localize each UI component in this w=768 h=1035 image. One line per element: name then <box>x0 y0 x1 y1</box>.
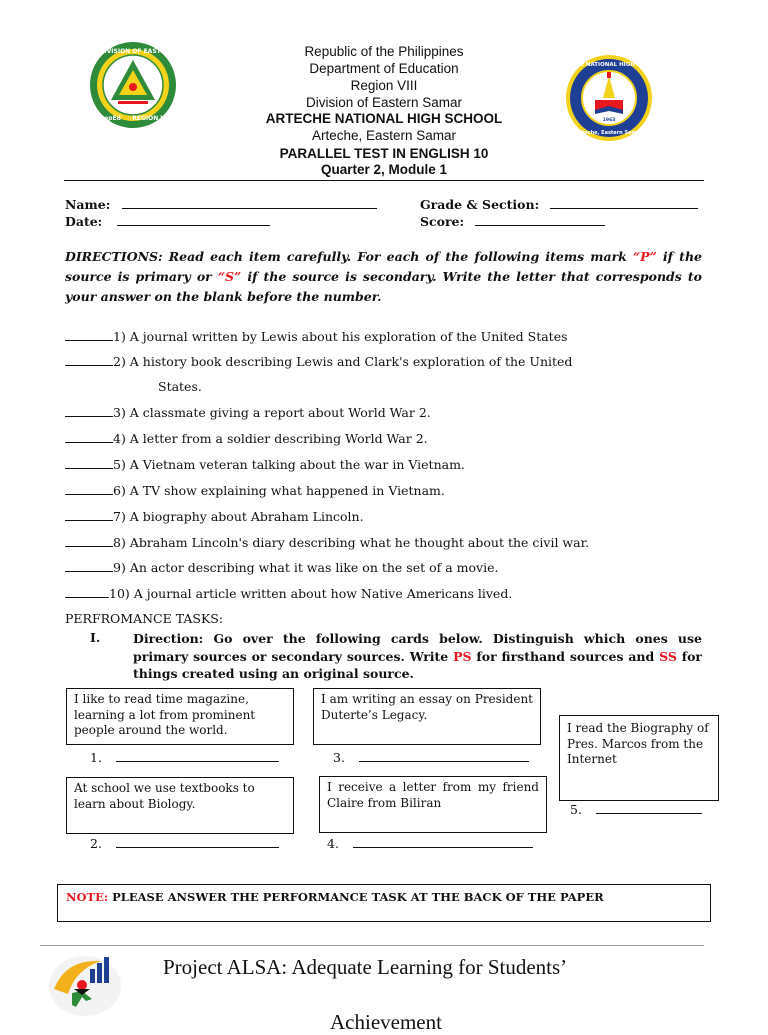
card-answer-number: 4. <box>327 836 339 851</box>
header-test-title: PARALLEL TEST IN ENGLISH 10 <box>279 146 489 161</box>
school-logo-ring-text: ARTECHE NATIONAL HIGH SCHOOL <box>555 62 663 68</box>
footer-divider <box>40 945 704 946</box>
answer-blank[interactable] <box>65 586 109 598</box>
note-text: PLEASE ANSWER THE PERFORMANCE TASK AT THE BACK OF THE PAPER <box>108 890 604 904</box>
item-text: 8) Abraham Lincoln's diary describing what he thought about the civil war. <box>113 535 590 550</box>
grade-section-blank[interactable] <box>550 197 698 209</box>
test-item <box>65 559 498 576</box>
card-answer[interactable] <box>327 836 533 851</box>
test-item <box>65 430 428 447</box>
directions-part2: if the source is primary or <box>65 249 702 284</box>
item-2-continuation: States. <box>158 379 202 394</box>
test-item <box>65 508 364 525</box>
card-answer-number: 1. <box>90 750 102 765</box>
answer-blank[interactable] <box>65 509 113 521</box>
date-blank[interactable] <box>117 214 270 226</box>
name-label: Name: <box>65 197 111 212</box>
score-label: Score: <box>420 214 465 229</box>
ss-mark: SS <box>659 648 677 664</box>
card-answer[interactable] <box>333 750 529 765</box>
item-text: 7) A biography about Abraham Lincoln. <box>113 509 364 524</box>
source-card: I receive a letter from my friend Claire from Biliran <box>319 776 547 833</box>
grade-section-field[interactable] <box>420 197 698 212</box>
source-card: I am writing an essay on President Duterte’s Legacy. <box>313 688 541 745</box>
item-text: 1) A journal written by Lewis about his exploration of the United States <box>113 329 568 344</box>
card-answer[interactable] <box>90 836 279 851</box>
school-logo-year: 1963 <box>602 118 616 123</box>
performance-tasks-title: PERFROMANCE TASKS: <box>65 611 224 626</box>
performance-direction-part1: Direction: Go over the following cards below. Distinguish which ones use primary sources or secondary sources. Write <box>133 631 702 664</box>
card-answer-blank[interactable] <box>116 836 279 848</box>
performance-direction-part2: for firsthand sources and <box>471 648 660 664</box>
header-department: Department of Education <box>309 61 459 76</box>
score-field[interactable] <box>420 214 605 229</box>
score-blank[interactable] <box>475 214 605 226</box>
test-item <box>65 585 512 602</box>
source-card: At school we use textbooks to learn about Biology. <box>66 777 294 834</box>
footer-cut-text: Achievement <box>330 1010 442 1034</box>
header-region: Region VIII <box>350 78 418 93</box>
item-text: 4) A letter from a soldier describing World War 2. <box>113 431 428 446</box>
directions-s-mark: “S” <box>217 269 242 284</box>
test-item <box>65 456 465 473</box>
source-card: I read the Biography of Pres. Marcos from the Internet <box>559 715 719 801</box>
answer-blank[interactable] <box>65 431 113 443</box>
item-text: 5) A Vietnam veteran talking about the war in Vietnam. <box>113 457 465 472</box>
card-answer-blank[interactable] <box>596 802 702 814</box>
division-logo-deped: DepEd <box>99 115 121 122</box>
card-answer-blank[interactable] <box>353 836 533 848</box>
item-text: 6) A TV show explaining what happened in Vietnam. <box>113 483 445 498</box>
answer-blank[interactable] <box>65 483 113 495</box>
performance-roman-numeral: I. <box>90 630 101 645</box>
test-item <box>65 404 431 421</box>
item-text: 3) A classmate giving a report about World War 2. <box>113 405 431 420</box>
footer-project-title: Project ALSA: Adequate Learning for Students’ <box>163 955 568 979</box>
answer-blank[interactable] <box>65 329 113 341</box>
test-item <box>65 482 445 499</box>
note-label: NOTE: <box>66 890 109 904</box>
answer-blank[interactable] <box>65 457 113 469</box>
date-label: Date: <box>65 214 103 229</box>
directions-p-mark: “P” <box>632 249 657 264</box>
test-item <box>65 328 568 345</box>
card-answer-blank[interactable] <box>116 750 279 762</box>
header-quarter: Quarter 2, Module 1 <box>320 162 448 177</box>
division-logo-region: REGION VIII <box>132 115 172 122</box>
performance-direction <box>133 630 702 683</box>
directions-part3: if the source is secondary. Write the letter that corresponds to your answer on the blank before the number. <box>65 269 702 304</box>
name-field[interactable] <box>65 197 377 212</box>
grade-section-label: Grade & Section: <box>420 197 540 212</box>
card-answer[interactable] <box>570 802 702 817</box>
item-text: 9) An actor describing what it was like on the set of a movie. <box>113 560 499 575</box>
answer-blank[interactable] <box>65 535 113 547</box>
item-text: 10) A journal article written about how Native Americans lived. <box>109 586 513 601</box>
answer-blank[interactable] <box>65 405 113 417</box>
school-logo-bottom-text: Arteche, Eastern Samar <box>575 130 643 136</box>
directions <box>65 247 702 307</box>
test-item <box>65 353 572 370</box>
card-answer-number: 3. <box>333 750 345 765</box>
answer-blank[interactable] <box>65 354 113 366</box>
test-item <box>65 534 589 551</box>
performance-direction-part3: for things created using an original source. <box>133 648 703 681</box>
header-republic: Republic of the Philippines <box>304 44 464 59</box>
division-logo-ring-text: SCHOOLS DIVISION OF EASTERN SAMAR <box>65 48 201 55</box>
directions-part1: DIRECTIONS: Read each item carefully. For each of the following items mark <box>65 249 633 264</box>
card-answer-number: 5. <box>570 802 582 817</box>
header-division: Division of Eastern Samar <box>305 95 463 110</box>
header-school-name: ARTECHE NATIONAL HIGH SCHOOL <box>265 111 503 126</box>
card-answer[interactable] <box>90 750 279 765</box>
card-answer-number: 2. <box>90 836 102 851</box>
ps-mark: PS <box>453 648 472 664</box>
date-field[interactable] <box>65 214 270 229</box>
answer-blank[interactable] <box>65 560 113 572</box>
project-alsa-logo <box>46 949 124 1019</box>
header-divider <box>64 180 704 181</box>
name-blank[interactable] <box>122 197 377 209</box>
source-card: I like to read time magazine, learning a lot from prominent people around the world. <box>66 688 294 745</box>
item-text: 2) A history book describing Lewis and Clark's exploration of the United <box>113 354 573 369</box>
card-answer-blank[interactable] <box>359 750 529 762</box>
note-box <box>57 884 711 922</box>
header-location: Arteche, Eastern Samar <box>311 128 457 143</box>
